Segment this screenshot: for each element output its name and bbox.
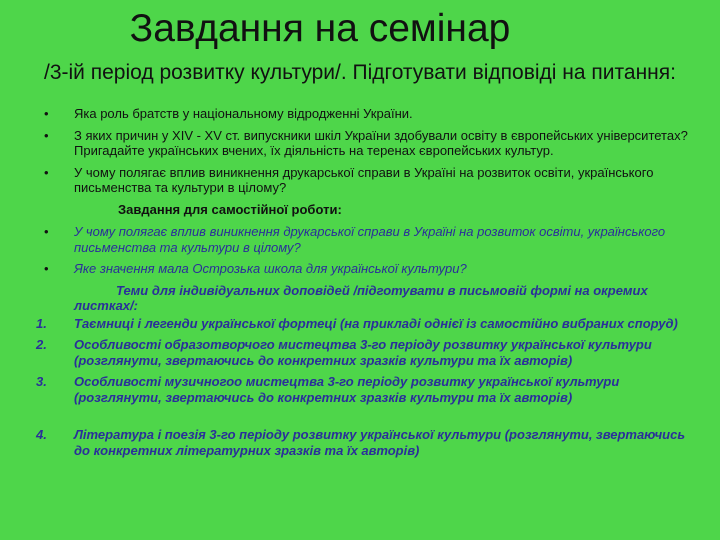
bullet-text: Яка роль братств у національному відродженні України.: [74, 106, 413, 121]
bullet-dot-icon: •: [44, 106, 49, 121]
bullet-item: [40, 165, 700, 196]
self-work-item: [40, 224, 700, 255]
topic-item: [36, 427, 700, 458]
bullet-dot-icon: •: [44, 127, 49, 143]
self-work-heading: Завдання для самостійної роботи:: [118, 201, 342, 217]
bullet-dot-icon: •: [44, 164, 49, 180]
bullet-item: [40, 106, 700, 122]
self-work-text: У чому полягає вплив виникнення друкарської справи в Україні на розвиток освіти, українського письменства та культури в цілому?: [74, 224, 666, 255]
topic-text: Таємниці і легенди української фортеці (на прикладі однієї із самостійно вибраних споруд): [74, 315, 678, 331]
topic-text: Особливості музичногоо мистецтва 3-го періоду розвитку української культури (розглянути, звертаючись до конкретних зразків культури та їх авторів): [74, 374, 620, 405]
topic-number: 3.: [36, 374, 47, 389]
topic-item: [36, 337, 700, 368]
topic-item: [36, 315, 700, 332]
bullet-text: У чому полягає вплив виникнення друкарської справи в Україні на розвиток освіти, українського письменства та культури в цілому?: [74, 164, 654, 195]
self-work-item: [40, 261, 700, 277]
topics-heading: Теми для індивідуальних доповідей /підготувати в письмовій формі на окремих листках/:: [74, 282, 648, 313]
slide-title: Завдання на семінар: [129, 7, 511, 50]
slide-content: [36, 106, 700, 464]
topic-number: 1.: [36, 315, 47, 331]
bullet-dot-icon: •: [44, 224, 49, 239]
topic-item: [36, 374, 700, 405]
bullet-text: З яких причин у XIV - XV ст. випускники шкіл України здобували освіту в європейських університетах? Пригадайте українських вчених, їх діяльність на теренах європейських культур.: [74, 127, 688, 158]
slide-subtitle: /3-ій період розвитку культури/. Підготувати відповіді на питання:: [44, 61, 676, 84]
topic-number: 4.: [36, 427, 47, 442]
bullet-item: [40, 128, 700, 159]
topic-text: Особливості образотворчого мистецтва 3-го періоду розвитку української культури (розглянути, звертаючись до конкретних зразків культури та їх авторів): [74, 337, 652, 368]
topic-text: Література і поезія 3-го періоду розвитку української культури (розглянути, звертаючись до конкретних літературних зразків та їх авторів): [74, 427, 686, 458]
topic-number: 2.: [36, 337, 47, 352]
bullet-dot-icon: •: [44, 261, 49, 276]
self-work-text: Яке значення мала Острозька школа для української культури?: [74, 261, 467, 276]
